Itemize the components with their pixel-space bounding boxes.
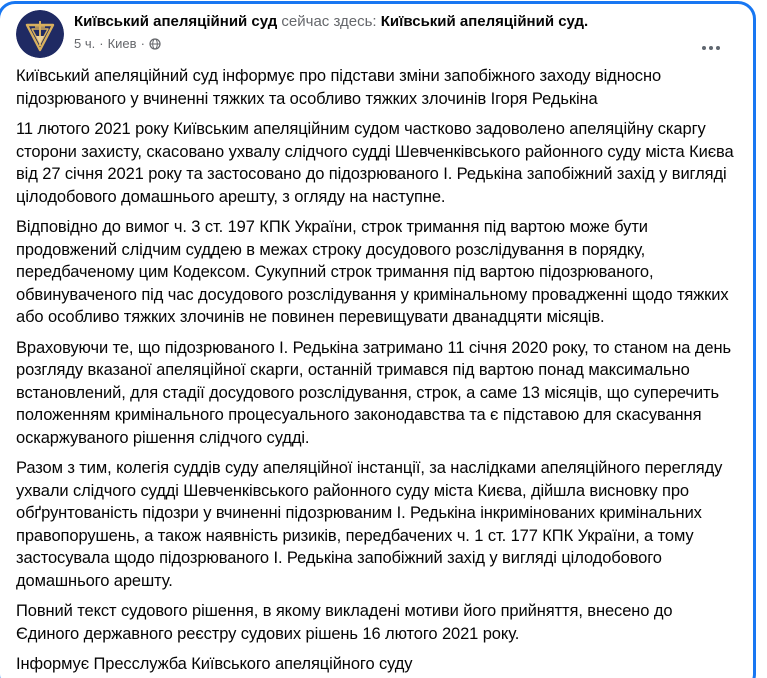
post-paragraph: Повний текст судового рішення, в якому викладені мотиви його прийняття, внесено до Єдиного державного реєстру судових рішень 16 лютого 2021 року. [16, 602, 673, 643]
location-text: Киев [107, 36, 137, 51]
more-options-icon [716, 46, 720, 50]
post-meta-line [74, 36, 737, 52]
more-options-icon [709, 46, 713, 50]
page-avatar[interactable] [16, 10, 64, 58]
post-paragraph: Відповідно до вимог ч. 3 ст. 197 КПК України, строк тримання під вартою може бути продовжений слідчим суддею в межах строку досудового розслідування в порядку, передбаченому цим Кодексом. Сукупний строк тримання під вартою підозрюваного, обвинуваченого під час досудового розслідування у кримінальному провадженні щодо тяжких або особливо тяжких злочинів не повинен перевищувати дванадцяти місяців. [16, 218, 729, 326]
post-menu-button[interactable] [695, 32, 727, 64]
more-options-icon [702, 46, 706, 50]
tagged-page-link[interactable]: Київський апеляційний суд [380, 13, 585, 30]
post-body [16, 65, 737, 676]
separator-dot: · [99, 36, 104, 51]
globe-icon [149, 38, 161, 50]
name-suffix: . [584, 13, 589, 30]
post-header-text [74, 10, 737, 52]
timestamp-link[interactable]: 5 ч. [74, 36, 96, 51]
post-paragraph: 11 лютого 2021 року Київським апеляційним судом частково задоволено апеляційну скаргу сторони захисту, скасовано ухвалу слідчого судді Шевченківського районного суду міста Києва від 27 січня 2021 року та застосовано до підозрюваного І. Редькіна запобіжний захід у вигляді цілодобового домашнього арешту, з огляду на наступне. [16, 120, 734, 206]
post-paragraph: Враховуючи те, що підозрюваного І. Редькіна затримано 11 січня 2020 року, то станом на день розгляду вказаної апеляційної скарги, останній тримався під вартою понад максимально встановлений, для стадії досудового розслідування, строк, а саме 13 місяців, що суперечить положенням кримінального процесуального законодавства та є підставою для скасування оскаржуваного рішення слідчого судді. [16, 338, 731, 447]
context-text: сейчас здесь: [277, 13, 381, 30]
separator-dot: · [140, 36, 145, 51]
post-paragraph: Київський апеляційний суд інформує про підстави зміни запобіжного заходу відносно підозрюваного у вчиненні тяжких та особливо тяжких злочинів Ігоря Редькіна [16, 67, 662, 108]
page-name-line [74, 12, 737, 32]
court-emblem-icon [16, 10, 64, 58]
post-paragraph: Інформує Пресслужба Київського апеляційного суду [16, 655, 413, 673]
post-header [16, 10, 737, 58]
post-paragraph: Разом з тим, колегія суддів суду апеляційної інстанції, за наслідками апеляційного перегляду ухвали слідчого судді Шевченківського районного суду міста Києва, дійшла висновку про обґрунтованість підозри у вчиненні підозрюваним І. Редькіна інкримінованих кримінальних правопорушень, а також наявність ризиків, передбачених ч. 1 ст. 177 КПК України, а тому застосувала щодо підозрюваного І. Редькіна запобіжний захід у вигляді цілодобового домашнього арешту. [16, 459, 723, 590]
page-name-link[interactable]: Київський апеляційний суд [74, 13, 278, 30]
